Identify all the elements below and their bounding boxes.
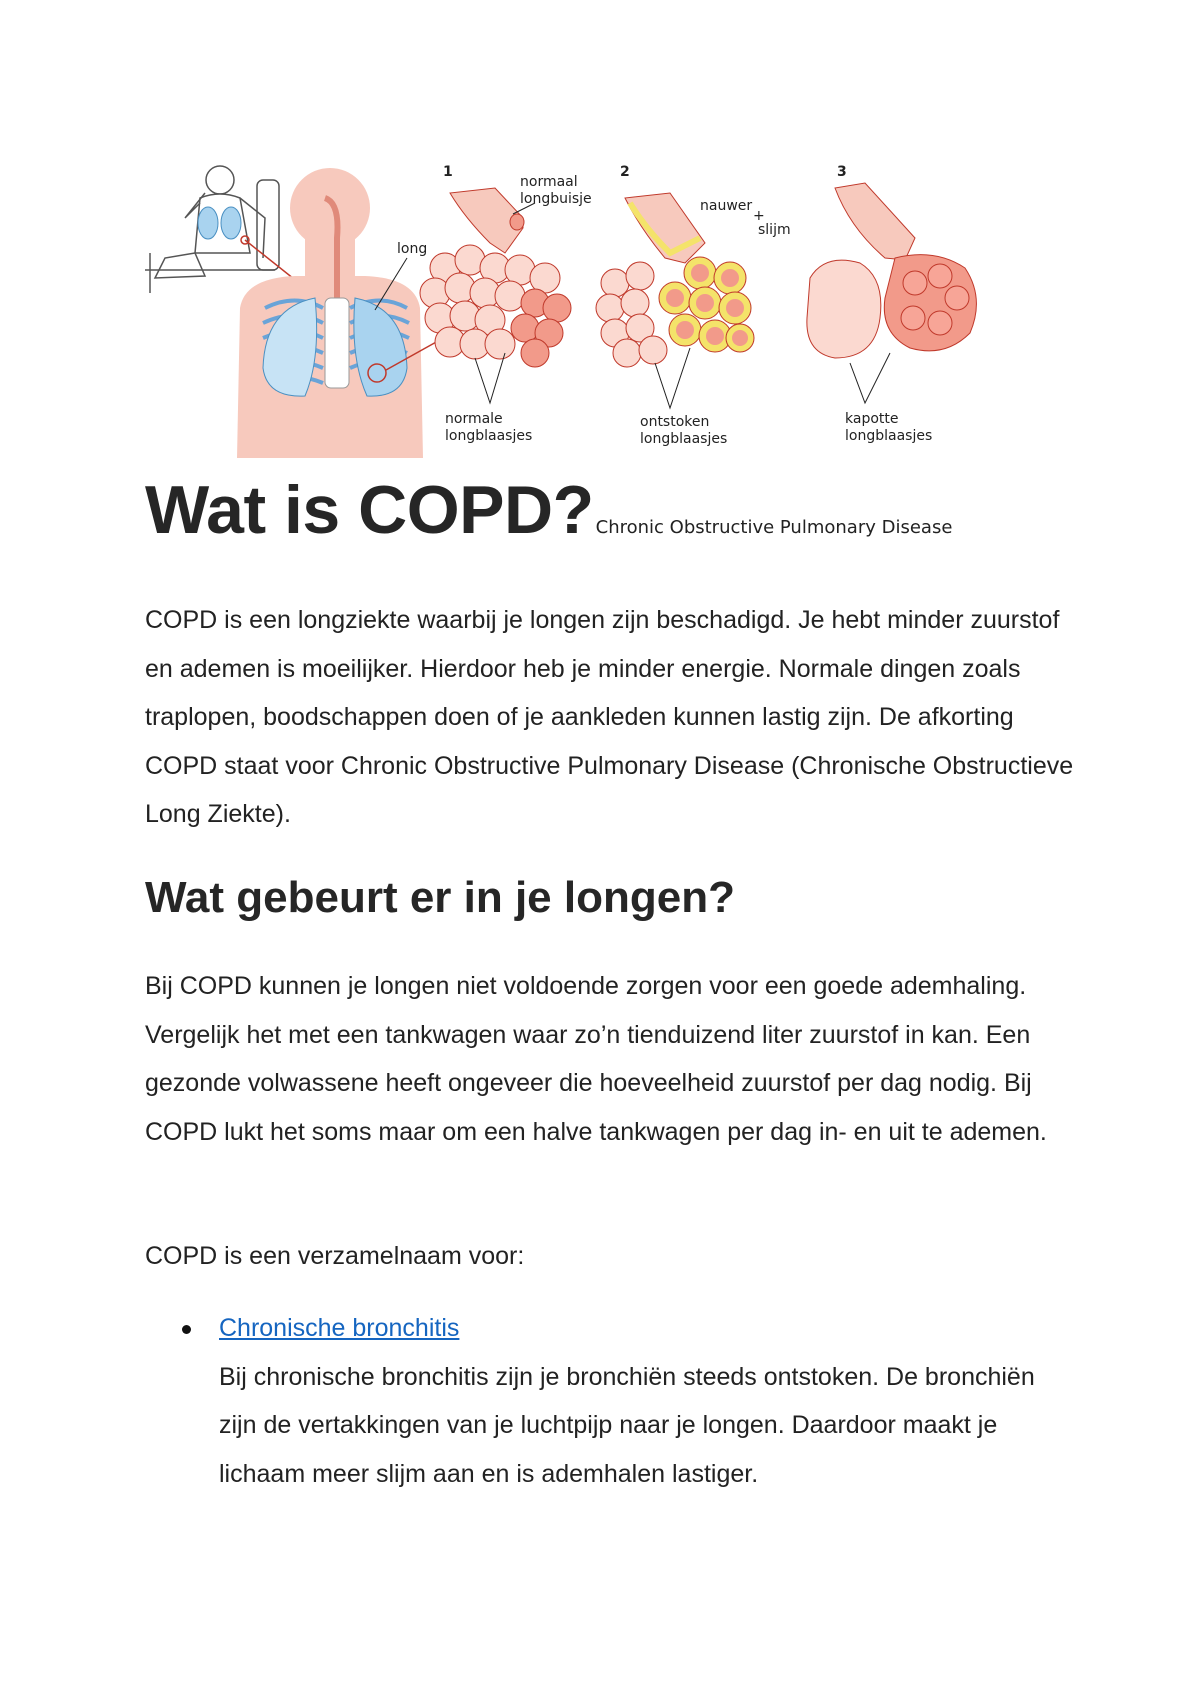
- label-normaal: normaal: [520, 174, 578, 190]
- stage-number-3: 3: [837, 164, 847, 180]
- copd-lung-illustration: [145, 158, 1060, 458]
- label-ontstoken: ontstoken: [640, 414, 710, 430]
- damaged-alveoli-icon: [807, 183, 977, 403]
- label-kapotte-longblaasjes: longblaasjes: [845, 428, 933, 444]
- collective-name-paragraph: COPD is een verzamelnaam voor:: [145, 1242, 525, 1270]
- label-ontstoken-longblaasjes: longblaasjes: [640, 431, 728, 447]
- normal-alveoli-icon: [420, 188, 571, 403]
- label-normale: normale: [445, 411, 503, 427]
- title-row: [145, 470, 1065, 550]
- list-item: [145, 1304, 1075, 1498]
- page-title: Wat is COPD?: [145, 472, 594, 548]
- page-subtitle: Chronic Obstructive Pulmonary Disease: [595, 517, 953, 538]
- intro-paragraph: COPD is een longziekte waarbij je longen zijn beschadigd. Je hebt minder zuurstof en ademen is moeilijker. Hierdoor heb je minder energie. Normale dingen zoals traplopen, boodschappen doen of je aankleden kunnen lastig zijn. De afkorting COPD staat voor Chronic Obstructive Pulmonary Disease (Chronische Obstructieve Long Ziekte).: [145, 606, 1074, 828]
- label-slijm: slijm: [758, 222, 791, 238]
- label-plus: +: [753, 208, 765, 224]
- stage-number-2: 2: [620, 164, 630, 180]
- lungs-paragraph: Bij COPD kunnen je longen niet voldoende zorgen voor een goede ademhaling. Vergelijk het met een tankwagen waar zo’n tienduizend liter zuurstof in kan. Een gezonde volwassene heeft ongeveer die hoeveelheid zuurstof per dag nodig. Bij COPD lukt het soms maar om een halve tankwagen per dag in- en uit te ademen.: [145, 972, 1047, 1146]
- label-kapotte: kapotte: [845, 411, 899, 427]
- bullet-icon: [182, 1325, 191, 1334]
- sternum-icon: [325, 298, 349, 388]
- list-item-description: Bij chronische bronchitis zijn je bronchiën steeds ontstoken. De bronchiën zijn de vertakkingen van je luchtpijp naar je longen. Daardoor maakt je lichaam meer slijm aan en is ademhalen lastiger.: [219, 1362, 1035, 1488]
- chronische-bronchitis-link[interactable]: Chronische bronchitis: [219, 1314, 460, 1342]
- section-heading: Wat gebeurt er in je longen?: [145, 873, 735, 922]
- label-normale-longblaasjes: longblaasjes: [445, 428, 533, 444]
- label-longbuisje: longbuisje: [520, 191, 592, 207]
- label-nauwer: nauwer: [700, 198, 753, 214]
- stage-number-1: 1: [443, 164, 453, 180]
- copd-types-list: [145, 1304, 1075, 1498]
- inflamed-alveoli-icon: [596, 193, 754, 408]
- label-long: long: [397, 241, 428, 257]
